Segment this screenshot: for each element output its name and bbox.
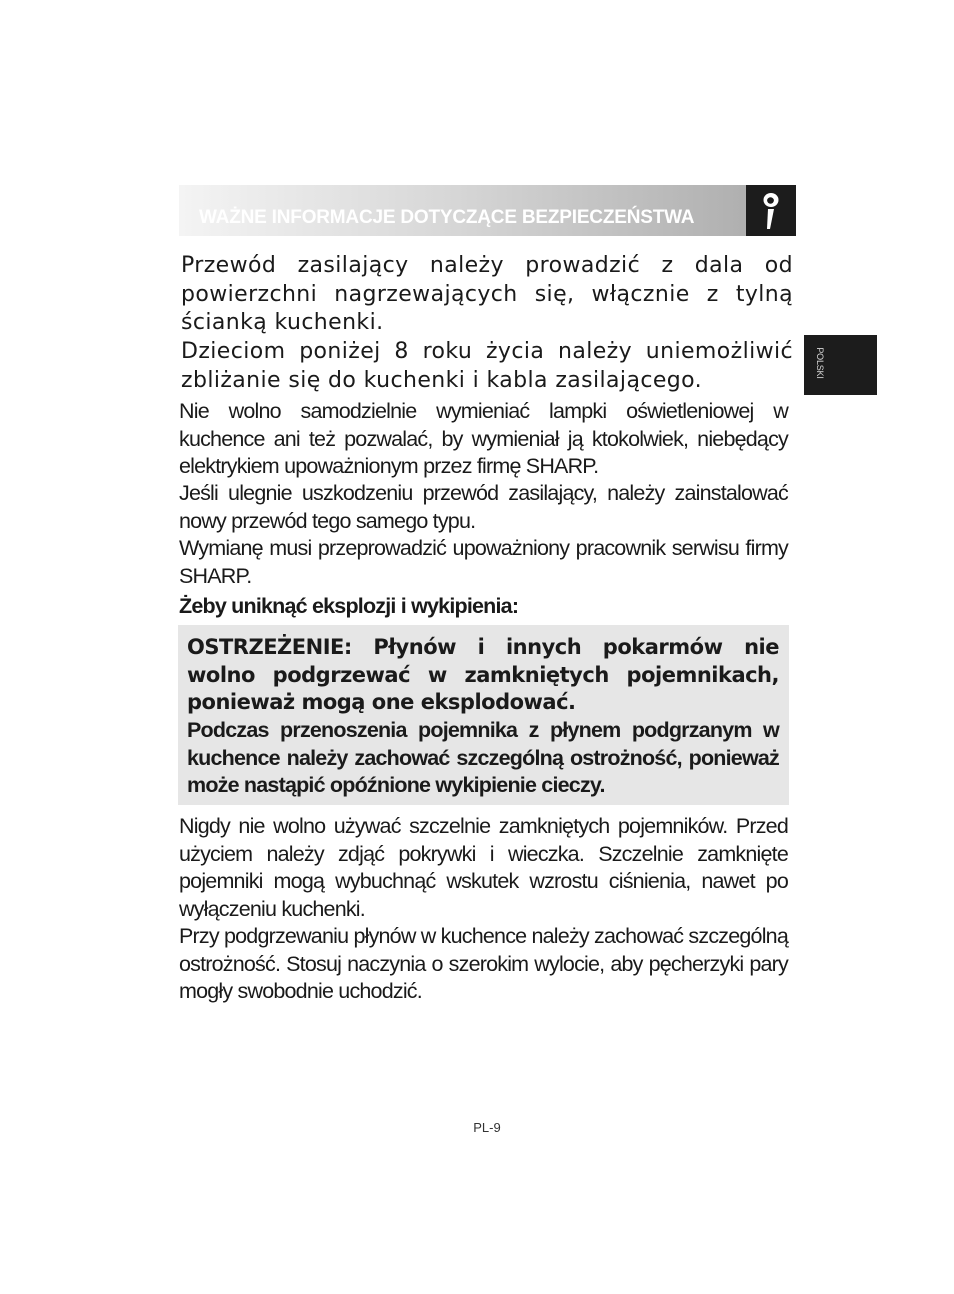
- warning-text-closed-containers: OSTRZEŻENIE: Płynów i innych pokarmów nie wolno podgrzewać w zamkniętych pojemnikach, ponieważ mogą one eksplodować.: [187, 635, 779, 714]
- language-tab-label: POLSKI: [815, 347, 825, 379]
- paragraph-liquids: Przy podgrzewaniu płynów w kuchence należy zachować szczególną ostrożność. Stosuj naczynia o szerokim wylocie, aby pęcherzyki pary mogły swobodnie uchodzić.: [179, 924, 788, 1003]
- paragraph-cord-replacement: Jeśli ulegnie uszkodzeniu przewód zasilający, należy zainstalować nowy przewód tego samego typu.: [179, 481, 788, 533]
- warning-text-delayed-boiling: Podczas przenoszenia pojemnika z płynem podgrzanym w kuchence należy zachować szczególną ostrożność, ponieważ może nastąpić opóźnione wykipienie cieczy.: [187, 718, 779, 797]
- language-tab: [804, 335, 877, 395]
- page-number: PL-9: [473, 1120, 501, 1135]
- paragraph-sealed-containers: Nigdy nie wolno używać szczelnie zamkniętych pojemników. Przed użyciem należy zdjąć pokrywki i wieczka. Szczelnie zamknięte pojemniki mogą wybuchnąć wskutek wzrostu ciśnienia, nawet po wyłączeniu kuchenki.: [179, 814, 788, 921]
- subheading-explosion: Żeby uniknąć eksplozji i wykipienia:: [179, 594, 519, 618]
- paragraph-service: Wymianę musi przeprowadzić upoważniony pracownik serwisu firmy SHARP.: [179, 536, 788, 588]
- warning-box: [178, 625, 789, 805]
- paragraph-power-cord: Przewód zasilający należy prowadzić z dala od powierzchni nagrzewających się, włącznie z tylną ścianką kuchenki.: [181, 253, 793, 335]
- section-header-bar: [179, 185, 796, 236]
- info-icon: [759, 191, 783, 231]
- section-title: WAŻNE INFORMACJE DOTYCZĄCE BEZPIECZEŃSTWA: [199, 207, 695, 228]
- header-icon-box: [746, 185, 796, 236]
- paragraph-lamp: Nie wolno samodzielnie wymieniać lampki oświetleniowej w kuchence ani też pozwalać, by wymieniał ją ktokolwiek, niebędący elektrykiem upoważnionym przez firmę SHARP.: [179, 399, 788, 478]
- paragraph-children: Dzieciom poniżej 8 roku życia należy uniemożliwić zbliżanie się do kuchenki i kabla zasilającego.: [181, 339, 793, 393]
